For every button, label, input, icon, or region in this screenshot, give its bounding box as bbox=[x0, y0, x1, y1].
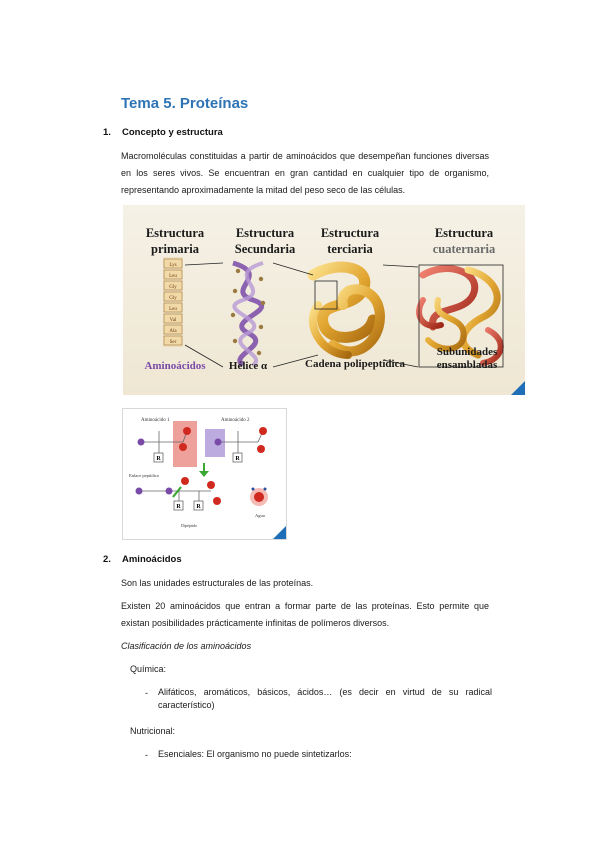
corner-accent bbox=[511, 381, 525, 395]
section1-paragraph: Macromoléculas constituidas a partir de aminoácidos que desempeñan funciones diversas en los seres vivos. Se encuentran en gran cantidad en cualquier tipo de organismo, representando aproximadamente la mitad del peso seco de las células. bbox=[121, 151, 489, 195]
label-secundaria-2: Secundaria bbox=[234, 242, 296, 256]
amino-block-label: Leu bbox=[169, 274, 177, 279]
label-primaria-2: primaria bbox=[151, 242, 199, 256]
peptide-bond-highlight bbox=[173, 487, 181, 497]
section-number: 2. bbox=[103, 554, 111, 565]
section2-paragraph-1: Son las unidades estructurales de las proteínas. bbox=[121, 578, 314, 588]
corner-accent-2 bbox=[273, 526, 286, 539]
label-aminoacido-2: Aminoácido 2 bbox=[221, 418, 250, 423]
section-heading-aminoacidos bbox=[103, 554, 182, 565]
label-agua: Agua bbox=[255, 513, 265, 518]
caption-cadena: Cadena polipeptídica bbox=[305, 358, 405, 370]
label-dipeptido: Dipéptido bbox=[181, 523, 197, 528]
amino-block-label: Gly bbox=[169, 296, 177, 301]
reaction-arrow bbox=[199, 463, 209, 477]
amino-block-label: Lys bbox=[169, 263, 177, 268]
section2-paragraph-2: Existen 20 aminoácidos que entran a formar parte de las proteínas. Esto permite que existan posibilidades prácticamente infinitas de polímeros diversos. bbox=[121, 601, 489, 628]
amino-acid-bonds bbox=[139, 431, 263, 501]
caption-helice: Hélice α bbox=[228, 360, 268, 372]
amino-block-label: Val bbox=[169, 318, 177, 323]
label-aminoacido-1: Aminoácido 1 bbox=[141, 418, 170, 423]
section-title: Aminoácidos bbox=[122, 554, 182, 565]
amino-block-label: Ser bbox=[169, 340, 177, 345]
bullet-marker: - bbox=[145, 688, 148, 698]
classification-subheading: Clasificación de los aminoácidos bbox=[121, 641, 252, 651]
label-primaria-1: Estructura bbox=[145, 226, 205, 240]
alpha-helix bbox=[231, 263, 265, 365]
label-enlace-peptidico: Enlace peptídico bbox=[129, 473, 160, 478]
r-group-1: R bbox=[156, 456, 161, 462]
quimica-label: Química: bbox=[130, 664, 167, 674]
label-secundaria-1: Estructura bbox=[235, 226, 295, 240]
nutricional-item: Esenciales: El organismo no puede sintetizarlos: bbox=[158, 749, 352, 759]
protein-structure-figure bbox=[123, 205, 525, 395]
bullet-marker: - bbox=[145, 750, 148, 760]
caption-aminoacidos: Aminoácidos bbox=[144, 360, 206, 372]
quimica-item: Alifáticos, aromáticos, básicos, ácidos… (es decir en virtud de su radical característico) bbox=[158, 687, 492, 710]
peptide-bond-illustration bbox=[123, 409, 286, 539]
label-cuaternaria-2: cuaternaria bbox=[432, 242, 496, 256]
label-cuaternaria-1: Estructura bbox=[434, 226, 494, 240]
peptide-bond-figure bbox=[123, 409, 286, 539]
r-group-3: R bbox=[176, 504, 181, 510]
amino-block-label: Gly bbox=[169, 285, 177, 290]
caption-subunidades-2: ensambladas bbox=[436, 359, 498, 371]
atoms bbox=[136, 427, 269, 506]
nutricional-label: Nutricional: bbox=[130, 726, 176, 736]
protein-structure-illustration bbox=[123, 205, 525, 395]
amino-block-label: Ala bbox=[169, 329, 177, 334]
tertiary-ribbon bbox=[313, 267, 380, 355]
label-terciaria-2: terciaria bbox=[327, 242, 373, 256]
page-title: Tema 5. Proteínas bbox=[121, 95, 249, 112]
section-heading-concepto bbox=[103, 127, 223, 138]
label-terciaria-1: Estructura bbox=[320, 226, 380, 240]
amino-block-label: Leu bbox=[169, 307, 177, 312]
caption-subunidades-1: Subunidades bbox=[436, 346, 498, 358]
r-group-2: R bbox=[235, 456, 240, 462]
section-number: 1. bbox=[103, 127, 111, 138]
r-group-4: R bbox=[196, 504, 201, 510]
section-title: Concepto y estructura bbox=[122, 127, 223, 138]
amino-chain bbox=[163, 257, 183, 347]
